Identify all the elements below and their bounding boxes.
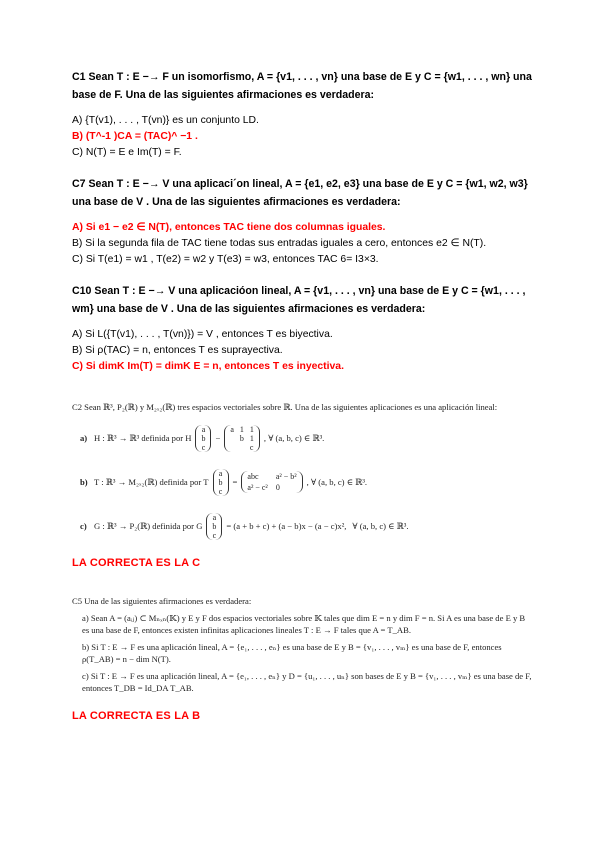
option-label: b): [80, 477, 88, 487]
vector: a b c: [213, 469, 229, 496]
option-c2-a: [80, 419, 532, 457]
option-label: a): [80, 433, 88, 443]
option-c7-c: C) Si T(e1) = w1 , T(e2) = w2 y T(e3) = w3, entonces TAC 6= I3×3.: [72, 254, 379, 265]
option-c2-c: [80, 507, 532, 545]
formula: = (a + b + c) + (a − b)x − (a − c)x²,: [226, 521, 347, 531]
verdict-c5: LA CORRECTA ES LA B: [72, 710, 201, 722]
verdict-c2: LA CORRECTA ES LA C: [72, 557, 201, 569]
matrix: a 1 1 b 1 c: [224, 425, 260, 452]
option-c5-c: c) Si T : E → F es una aplicación lineal, A = {e₁, . . . , eₙ} y D = {u₁, . . . , uₙ} son bases de E y B = {v₁, . . . , vₘ} es una base de F, entonces T_DB = Id_DA T_AB.: [82, 671, 532, 693]
option-c10-c-correct: C) Si dimK Im(T) = dimK E = n, entonces T es inyectiva.: [72, 361, 344, 372]
question-c5-title: C5 Una de las siguientes afirmaciones es verdadera:: [72, 596, 252, 606]
option-text: H : ℝ³ → ℝ³ definida por H: [94, 433, 192, 443]
option-c5-b: b) Si T : E → F es una aplicación lineal, A = {e₁, . . . , eₙ} es una base de E y B = {v₁, . . . , vₘ} es una base de F, entonces ρ(T_AB) = n − dim N(T).: [82, 642, 502, 664]
option-c1-a: A) {T(v1), . . . , T(vn)} es un conjunto LD.: [72, 115, 259, 126]
matrix: abc a² − b² a² − c² 0: [241, 471, 302, 493]
option-label: c): [80, 521, 87, 531]
document-page: [72, 68, 532, 722]
option-tail: ∀ (a, b, c) ∈ ℝ³.: [352, 521, 409, 531]
option-c2-b: b) T : ℝ³ → M₂ₓ₂(ℝ) definida por T a b c = abc a² − b² a² − c² 0 , ∀ (a, b, c) ∈ ℝ³.: [80, 468, 368, 496]
question-c10: C10 Sean T : E −→ V una aplicacióon lineal, A = {v1, . . . , vn} una base de E y C = {w1, . . . , wm} una base de V . Una de las siguientes afirmaciones es verdadera:: [72, 285, 526, 315]
option-c1-b-correct: B) (T^-1 )CA = (TAC)^ −1 .: [72, 131, 198, 142]
option-tail: , ∀ (a, b, c) ∈ ℝ³.: [263, 433, 325, 443]
option-c10-b: B) Si ρ(TAC) = n, entonces T es suprayectiva.: [72, 345, 283, 356]
option-c5-a: a) Sean A = (aᵢⱼ) ⊂ Mₙₓₙ(𝕂) y E y F dos espacios vectoriales sobre 𝕂 tales que dim E = n y dim F = n. Si A es una base de E y B es una base de F, entonces existen infinitas aplicaciones lineales T : E → F tales que A = T_AB.: [82, 613, 526, 635]
minus-sign: −: [215, 433, 221, 443]
option-tail: , ∀ (a, b, c) ∈ ℝ³.: [306, 477, 368, 487]
question-c5-image: [72, 595, 532, 694]
option-c7-b: B) Si la segunda fila de TAC tiene todas sus entradas iguales a cero, entonces e2 ∈ N(T).: [72, 238, 487, 249]
option-c7-a-correct: A) Si e1 − e2 ∈ N(T), entonces TAC tiene dos columnas iguales.: [72, 222, 386, 233]
option-c10-a: A) Si L({T(v1), . . . , T(vn)}) = V , entonces T es biyectiva.: [72, 329, 333, 340]
question-c2-title: C2 Sean ℝ³, P₂(ℝ) y M₂ₓ₂(ℝ) tres espacios vectoriales sobre ℝ. Una de las siguientes aplicaciones es una aplicación lineal:: [72, 402, 498, 412]
option-text: T : ℝ³ → M₂ₓ₂(ℝ) definida por T: [94, 477, 209, 487]
option-text: G : ℝ³ → P₂(ℝ) definida por G: [94, 521, 203, 531]
question-c7: C7 Sean T : E −→ V una aplicaci´on lineal, A = {e1, e2, e3} una base de E y C = {w1, w2, w3} una base de V . Una de las siguientes afirmaciones es verdadera:: [72, 178, 528, 208]
question-c1: C1 Sean T : E −→ F un isomorfismo, A = {v1, . . . , vn} una base de E y C = {w1, . . . , wn} una base de F. Una de las siguientes afirmaciones es verdadera:: [72, 71, 532, 101]
option-c1-c: C) N(T) = E e Im(T) = F.: [72, 147, 182, 158]
question-c2-image: [72, 401, 532, 545]
vector: a b c: [206, 513, 222, 540]
vector: a b c: [195, 425, 211, 452]
